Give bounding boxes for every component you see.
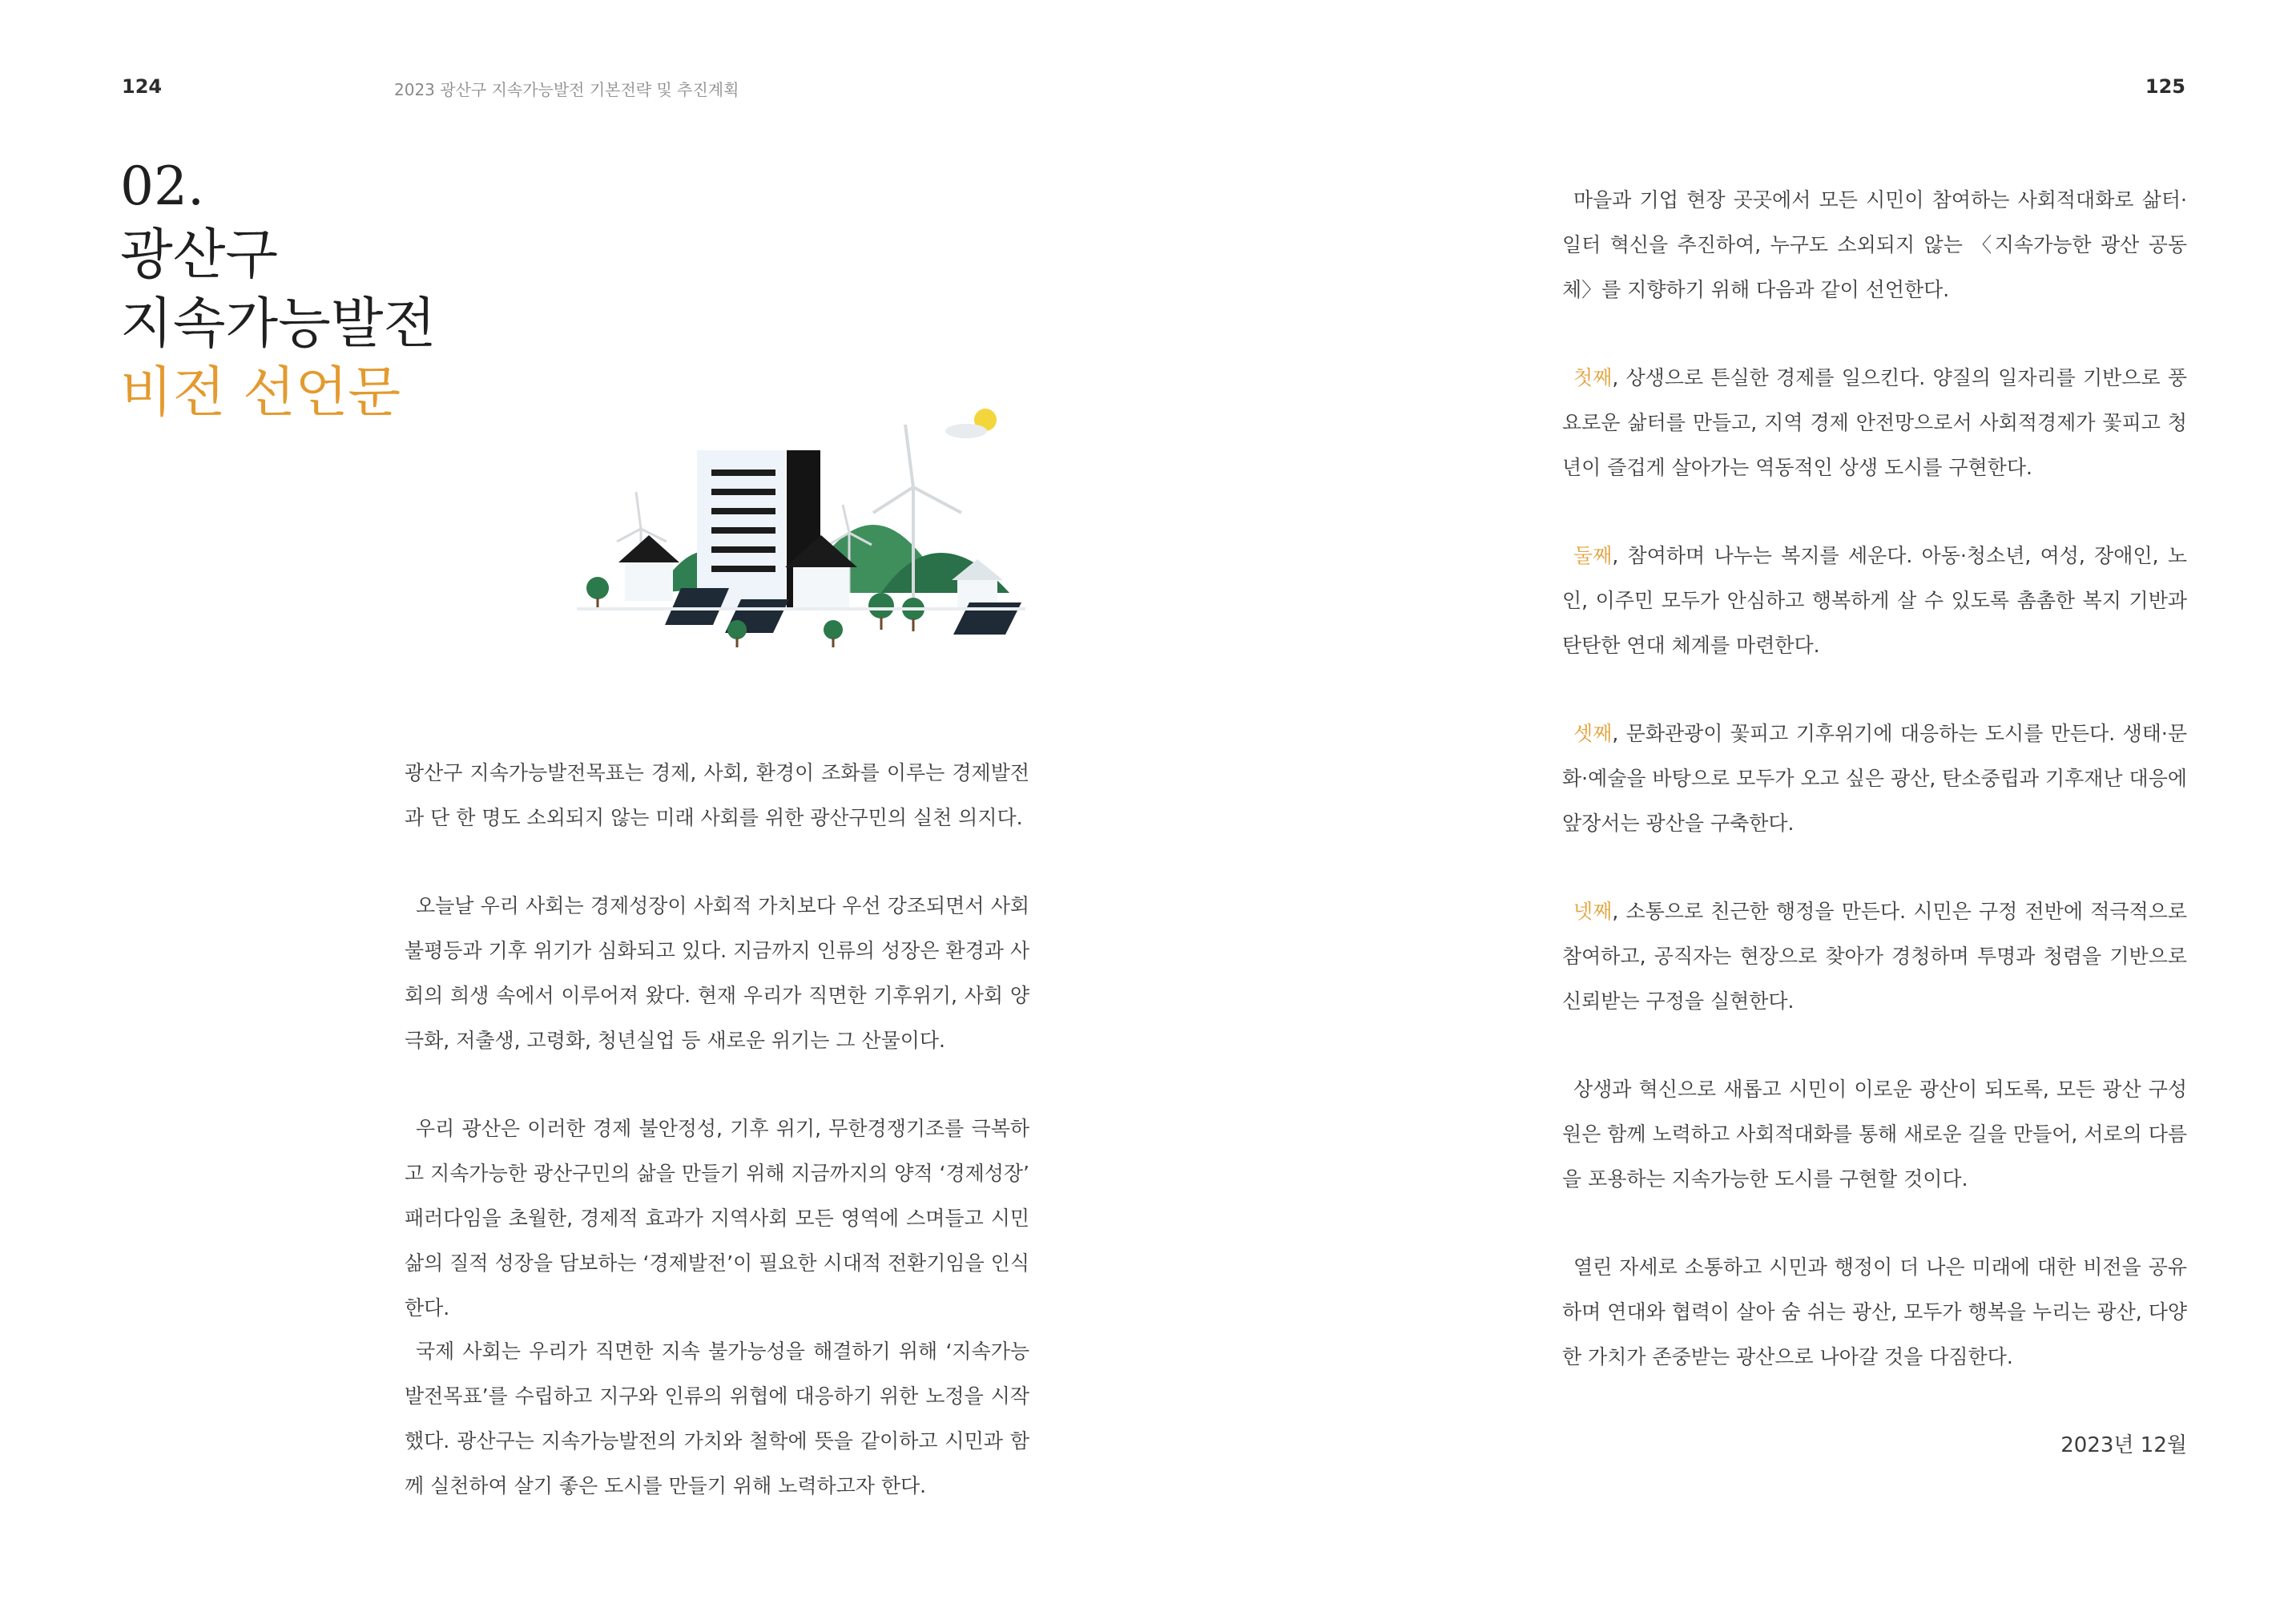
left-paragraph-4: 국제 사회는 우리가 직면한 지속 불가능성을 해결하기 위해 ‘지속가능발전목표’를 수립하고 지구와 인류의 위협에 대응하기 위한 노정을 시작했다. 광산구는 지속가능발전의 가치와 철학에 뜻을 같이하고 시민과 함께 실천하여 살기 좋은 도시를 만들기 위해 노력하고자 한다. xyxy=(405,1340,1029,1497)
cloud-icon xyxy=(945,424,987,438)
house-center xyxy=(793,565,849,609)
left-page-number: 124 xyxy=(122,75,163,98)
section-title xyxy=(120,152,436,428)
running-title: 2023 광산구 지속가능발전 기본전략 및 추진계획 xyxy=(394,80,739,99)
declaration-1-lead: 첫째 xyxy=(1573,366,1613,389)
declaration-4-text: , 소통으로 친근한 행정을 만든다. 시민은 구정 전반에 적극적으로 참여하고, 공직자는 현장으로 찾아가 경청하며 투명과 청렴을 기반으로 신뢰받는 구정을 실현한다. xyxy=(1562,900,2187,1013)
right-closing-2: 열린 자세로 소통하고 시민과 행정이 더 나은 미래에 대한 비전을 공유하며 연대와 협력이 살아 숨 쉬는 광산, 모두가 행복을 누리는 광산, 다양한 가치가 존중받는 광산으로 나아갈 것을 다짐한다. xyxy=(1562,1255,2187,1368)
declaration-2-lead: 둘째 xyxy=(1573,544,1613,567)
left-paragraph-1: 광산구 지속가능발전목표는 경제, 사회, 환경이 조화를 이루는 경제발전과 단 한 명도 소외되지 않는 미래 사회를 위한 광산구민의 실천 의지다. xyxy=(405,761,1029,829)
declaration-date: 2023년 12월 xyxy=(2060,1433,2187,1457)
eco-city-illustration xyxy=(561,393,1041,657)
title-line-3: 비전 선언문 xyxy=(120,361,401,425)
declaration-4 xyxy=(1562,889,2187,1024)
left-paragraph-2: 오늘날 우리 사회는 경제성장이 사회적 가치보다 우선 강조되면서 사회 불평등과 기후 위기가 심화되고 있다. 지금까지 인류의 성장은 환경과 사회의 희생 속에서 이루어져 왔다. 현재 우리가 직면한 기후위기, 사회 양극화, 저출생, 고령화, 청년실업 등 새로운 위기는 그 산물이다. xyxy=(405,894,1029,1052)
right-intro: 마을과 기업 현장 곳곳에서 모든 시민이 참여하는 사회적대화로 삶터·일터 혁신을 추진하여, 누구도 소외되지 않는 〈지속가능한 광산 공동체〉를 지향하기 위해 다음과 같이 선언한다. xyxy=(1562,188,2187,301)
section-number: 02. xyxy=(120,155,204,217)
house-left xyxy=(625,561,673,601)
right-closing-1: 상생과 혁신으로 새롭고 시민이 이로운 광산이 되도록, 모든 광산 구성원은 함께 노력하고 사회적대화를 통해 새로운 길을 만들어, 서로의 다름을 포용하는 지속가능한 도시를 구현할 것이다. xyxy=(1562,1078,2187,1191)
declaration-4-lead: 넷째 xyxy=(1573,900,1613,923)
declaration-2 xyxy=(1562,534,2187,668)
ground-line xyxy=(577,607,1025,611)
declaration-3-text: , 문화관광이 꽃피고 기후위기에 대응하는 도시를 만든다. 생태·문화·예술을 바탕으로 모두가 오고 싶은 광산, 탄소중립과 기후재난 대응에 앞장서는 광산을 구축한다. xyxy=(1562,722,2187,835)
title-line-2: 지속가능발전 xyxy=(120,292,437,356)
declaration-3-lead: 셋째 xyxy=(1573,722,1613,745)
declaration-1-text: , 상생으로 튼실한 경제를 일으킨다. 양질의 일자리를 기반으로 풍요로운 삶터를 만들고, 지역 경제 안전망으로서 사회적경제가 꽃피고 청년이 즐겁게 살아가는 역동적인 상생 도시를 구현한다. xyxy=(1562,366,2187,479)
declaration-2-text: , 참여하며 나누는 복지를 세운다. 아동·청소년, 여성, 장애인, 노인, 이주민 모두가 안심하고 행복하게 살 수 있도록 촘촘한 복지 기반과 탄탄한 연대 체계를 마련한다. xyxy=(1562,544,2187,657)
title-line-1: 광산구 xyxy=(120,224,279,287)
left-paragraph-3: 우리 광산은 이러한 경제 불안정성, 기후 위기, 무한경쟁기조를 극복하고 지속가능한 광산구민의 삶을 만들기 위해 지금까지의 양적 ‘경제성장’ 패러다임을 초월한, 경제적 효과가 지역사회 모든 영역에 스며들고 시민 삶의 질적 성장을 담보하는 ‘경제발전’이 필요한 시대적 전환기임을 인식한다. xyxy=(405,1117,1029,1320)
right-page-number: 125 xyxy=(2145,75,2185,98)
declaration-3 xyxy=(1562,711,2187,846)
declaration-1 xyxy=(1562,356,2187,490)
